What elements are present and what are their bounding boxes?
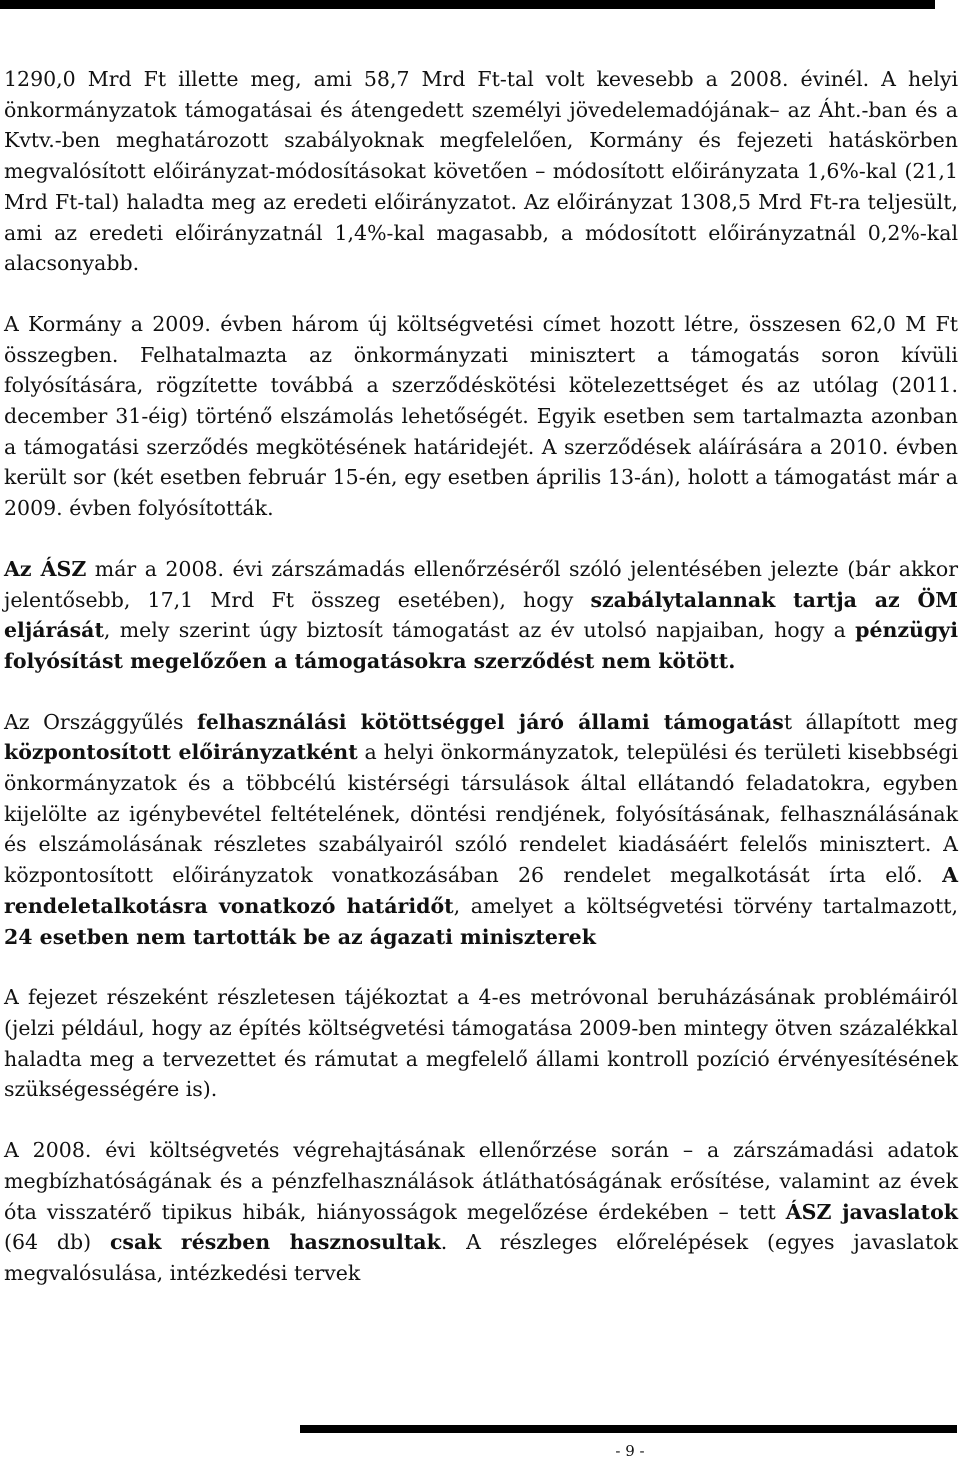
bold-span: központosított előirányzatként bbox=[4, 740, 358, 765]
text-span: már a 2008. évi zárszámadás ellenőrzéséről szóló jelentésében jelezte (bár akkor jelentősebb, 17,1 Mrd Ft összeg esetében), hogy bbox=[4, 556, 958, 612]
bold-span: 24 esetben nem tartották be az ágazati miniszterek bbox=[4, 924, 596, 949]
text-span: Az Országgyűlés bbox=[4, 709, 197, 734]
bold-span: A rendeletalkotásra vonatkozó határidőt bbox=[4, 863, 958, 918]
text-span: , amelyet a költségvetési törvény tartalmazott, bbox=[453, 893, 959, 918]
paragraph-6 bbox=[4, 1135, 958, 1289]
bold-span: szabálytalannak tartja az ÖM eljárását bbox=[4, 587, 958, 643]
paragraph-2 bbox=[4, 309, 958, 524]
text-span: A 2008. évi költségvetés végrehajtásának ellenőrzése során – a zárszámadási adatok megbízhatóságának és a pénzfelhasználások átláthatóságának erősítése, valamint az évek óta visszatérő tipikus hibák, hiányosságok megelőzése érdekében – tett bbox=[4, 1138, 958, 1224]
text-span: a helyi önkormányzatok, települési és területi kisebbségi önkormányzatok és a többcélú kistérségi társulások által ellátandó feladatokra, egyben kijelölte az igénybevétel feltételének, döntési rendjének, folyósításának, felhasználásának és elszámolásának részletes szabályairól szóló rendelet kiadásáért felelős minisztert. A központosított előirányzatok vonatkozásában 26 rendelet megalkotását írta elő. bbox=[4, 740, 958, 888]
bold-span: felhasználási kötöttséggel járó állami támogatás bbox=[196, 709, 784, 734]
text-span: . A részleges előrelépések (egyes javaslatok megvalósulása, intézkedési tervek bbox=[4, 1230, 959, 1285]
bold-span: ÁSZ javaslatok bbox=[785, 1199, 958, 1224]
page-number: - 9 - bbox=[615, 1442, 645, 1460]
paragraph-4 bbox=[4, 707, 958, 953]
text-span: A fejezet részeként részletesen tájékoztat a 4-es metróvonal beruházásának problémáiról (jelzi például, hogy az építés költségvetési támogatása 2009-ben mintegy ötven százalékkal haladta meg a tervezettet és rámutat a megfelelő állami kontroll pozíció érvényesítésének szükségességére is). bbox=[4, 985, 958, 1102]
text-span: t állapított meg bbox=[783, 709, 958, 734]
paragraph-1 bbox=[4, 64, 958, 279]
document-body bbox=[4, 64, 958, 1289]
bold-span: csak részben hasznosultak bbox=[109, 1230, 441, 1255]
text-span: 1290,0 Mrd Ft illette meg, ami 58,7 Mrd Ft-tal volt kevesebb a 2008. évinél. A helyi önkormányzatok támogatásai és átengedett személyi jövedelemadójának– az Áht.-ban és a Kvtv.-ben meghatározott szabályoknak megfelelően, Kormány és fejezeti hatáskörben megvalósított előirányzat-módosításokat követően – módosított előirányzata 1,6%-kal (21,1 Mrd Ft-tal) haladta meg az eredeti előirányzatot. Az előirányzat 1308,5 Mrd Ft-ra teljesült, ami az eredeti előirányzatnál 1,4%-kal magasabb, a módosított előirányzatnál 0,2%-kal alacsonyabb. bbox=[4, 67, 958, 276]
bold-span: pénzügyi folyósítást megelőzően a támogatásokra szerződést nem kötött. bbox=[4, 618, 958, 673]
text-span: , mely szerint úgy biztosít támogatást az év utolsó napjaiban, hogy a bbox=[103, 618, 856, 643]
text-span: (64 db) bbox=[4, 1230, 110, 1255]
bottom-rule bbox=[300, 1425, 957, 1433]
paragraph-5 bbox=[4, 982, 958, 1105]
top-rule bbox=[0, 0, 935, 9]
bold-span: Az ÁSZ bbox=[4, 556, 87, 581]
text-span: A Kormány a 2009. évben három új költségvetési címet hozott létre, összesen 62,0 M Ft összegben. Felhatalmazta az önkormányzati minisztert a támogatás soron kívüli folyósítására, rögzítette továbbá a szerződéskötési kötelezettséget és az utólag (2011. december 31-éig) történő elszámolás lehetőségét. Egyik esetben sem tartalmazta azonban a támogatási szerződés megkötésének határidejét. A szerződések aláírására a 2010. évben került sor (két esetben február 15-én, egy esetben április 13-án), holott a támogatást már a 2009. évben folyósították. bbox=[4, 311, 958, 521]
paragraph-3 bbox=[4, 554, 958, 677]
